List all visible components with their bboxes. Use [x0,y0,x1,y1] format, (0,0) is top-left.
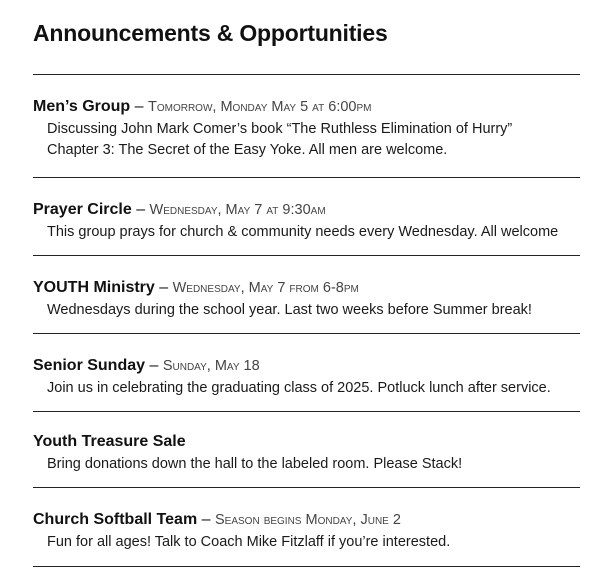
announcement-schedule: Tomorrow, Monday May 5 at 6:00pm [148,99,372,115]
announcement-title: Youth Treasure Sale [33,433,186,450]
announcement-prayer-circle [33,200,593,243]
announcement-separator: – [134,98,144,115]
divider [33,566,580,567]
divider [33,255,580,256]
divider [33,177,580,178]
announcement-separator: – [149,357,159,374]
announcement-title-line [33,432,593,452]
announcement-title: Prayer Circle [33,201,132,218]
announcement-youth-treasure-sale [33,432,593,475]
announcement-description [47,300,593,321]
announcement-title: Men’s Group [33,98,131,115]
announcement-description [47,454,593,475]
divider [33,411,580,412]
announcement-title-line [33,278,593,298]
description-line: Fun for all ages! Talk to Coach Mike Fitzlaff if you’re interested. [47,534,451,550]
page-title: Announcements & Opportunities [33,20,388,46]
announcement-schedule: Wednesday, May 7 at 9:30am [149,202,326,218]
announcement-schedule: Wednesday, May 7 from 6-8pm [172,280,359,296]
description-line: Bring donations down the hall to the labeled room. Please Stack! [47,456,463,472]
announcement-senior-sunday [33,356,593,399]
description-line: Discussing John Mark Comer’s book “The Ruthless Elimination of Hurry” [47,121,513,137]
announcement-title-line [33,356,593,376]
divider [33,74,580,75]
description-line: Wednesdays during the school year. Last two weeks before Summer break! [47,302,532,318]
announcement-mens-group [33,97,593,161]
announcement-title-line [33,200,593,220]
announcement-description [47,378,593,399]
divider [33,487,580,488]
announcement-title-line [33,510,593,530]
announcement-separator: – [136,201,146,218]
announcement-description [47,119,593,161]
divider [33,333,580,334]
announcement-description [47,222,593,243]
description-line: This group prays for church & community needs every Wednesday. All welcome [47,224,559,240]
announcement-separator: – [159,279,169,296]
announcement-schedule: Sunday, May 18 [162,358,260,374]
announcement-title: Church Softball Team [33,511,198,528]
announcement-schedule: Season begins Monday, June 2 [214,512,401,528]
announcement-title: Senior Sunday [33,357,146,374]
announcement-description [47,532,593,553]
announcement-separator: – [201,511,211,528]
description-line: Join us in celebrating the graduating class of 2025. Potluck lunch after service. [47,380,551,396]
announcement-title-line [33,97,593,117]
announcement-youth-ministry [33,278,593,321]
description-line: Chapter 3: The Secret of the Easy Yoke. All men are welcome. [47,142,448,158]
announcement-title: YOUTH Ministry [33,279,155,296]
announcement-church-softball-team [33,510,593,553]
